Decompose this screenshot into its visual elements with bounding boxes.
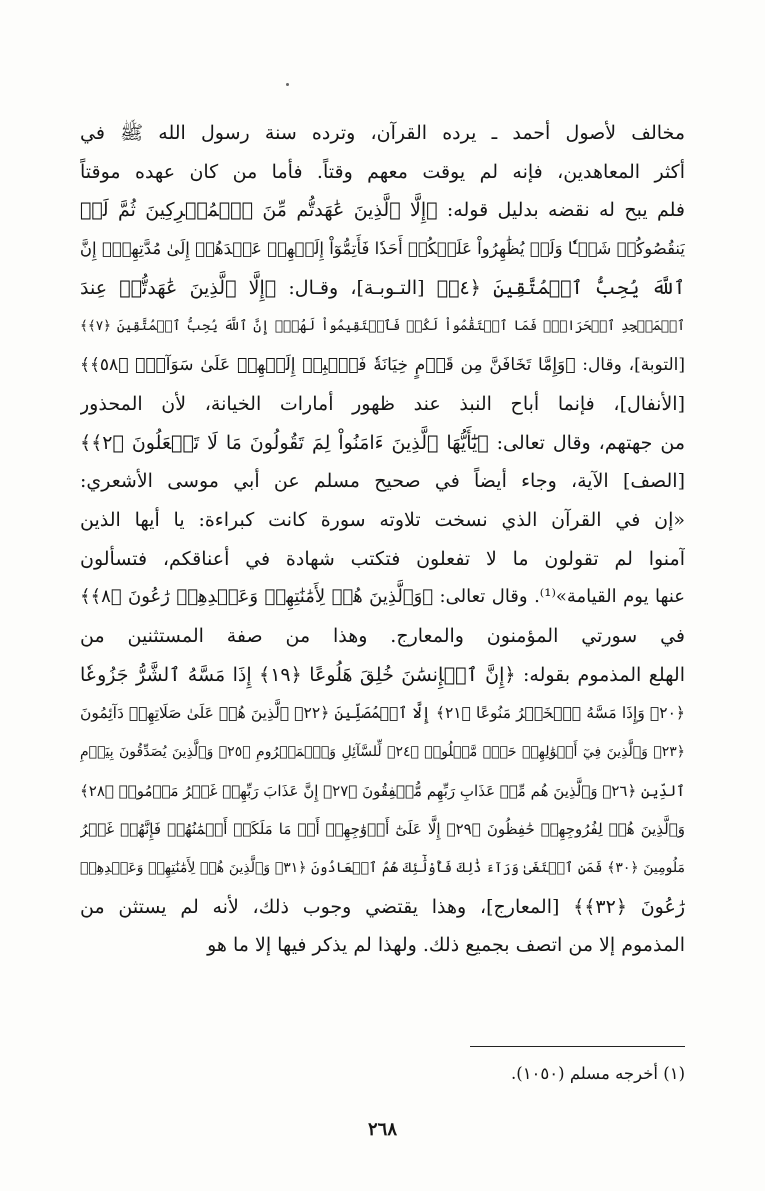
text-line: «إن في القرآن الذي نسخت تلاوته سورة كانت كبراءة: يا أيها الذين <box>80 508 685 531</box>
footnote: (١) أخرجه مسلم (١٠٥٠). <box>511 1064 685 1083</box>
text-line: رَٰعُونَ ﴿٣٢﴾﴾ [المعارج]، وهذا يقتضي وجوب ذلك، لأنه لم يستثن من <box>80 895 685 918</box>
text-line: الهلع المذموم بقوله: ﴿إِنَّ ٱلۡإِنسَٰنَ خُلِقَ هَلُوعًا ﴿١٩﴾ إِذَا مَسَّهُ ٱلشَّرُّ جَزُوعٗا <box>80 663 685 686</box>
text-line: مَلُومِينَ ﴿٣٠﴾ فَمَنِ ٱبۡتَغَىٰ وَرَآءَ ذَٰلِكَ فَأُوْلَٰٓئِكَ هُمُ ٱلۡعَادُونَ ﴿٣١﴾ وَٱلَّذِينَ هُمۡ لِأَمَٰنَٰتِهِمۡ وَعَهۡدِهِمۡ <box>80 860 685 877</box>
text-line: وَٱلَّذِينَ هُمۡ لِفُرُوجِهِمۡ حَٰفِظُونَ ﴿٢٩﴾ إِلَّا عَلَىٰٓ أَزۡوَٰجِهِمۡ أَوۡ مَا مَلَكَتۡ أَيۡمَٰنُهُمۡ فَإِنَّهُمۡ غَيۡرُ <box>80 820 685 839</box>
text-line: في سورتي المؤمنون والمعارج. وهذا من صفة المستثنين من <box>80 624 685 647</box>
text-line: من جهتهم، وقال تعالى: ﴿يَٰٓأَيُّهَا ٱلَّذِينَ ءَامَنُواْ لِمَ تَقُولُونَ مَا لَا تَفۡعَلُونَ ﴿٢﴾﴾ <box>80 431 685 454</box>
text-line: آمنوا لم تقولون ما لا تفعلون فتكتب شهادة في أعناقكم، فتسألون <box>80 547 685 570</box>
footnote-separator <box>470 1046 685 1047</box>
text-line: مخالف لأصول أحمد ـ يرده القرآن، وترده سنة رسول الله ﷺ في <box>80 122 685 144</box>
text-line: عنها يوم القيامة»⁽¹⁾. وقال تعالى: ﴿وَٱلَّذِينَ هُمۡ لِأَمَٰنَٰتِهِمۡ وَعَهۡدِهِمۡ رَٰعُونَ ﴿٨﴾﴾ <box>80 586 685 608</box>
text-line: المذموم إلا من اتصف بجميع ذلك. ولهذا لم يذكر فيها إلا ما هو <box>207 934 685 957</box>
text-line: ٱلدِّينِ ﴿٢٦﴾ وَٱلَّذِينَ هُم مِّنۡ عَذَابِ رَبِّهِم مُّشۡفِقُونَ ﴿٢٧﴾ إِنَّ عَذَابَ رَبِّهِمۡ غَيۡرُ مَأۡمُونٖ ﴿٢٨﴾ <box>80 781 685 800</box>
text-line: [التوبة]، وقال: ﴿وَإِمَّا تَخَافَنَّ مِن قَوۡمٍ خِيَانَةٗ فَٱنۢبِذۡ إِلَيۡهِمۡ عَلَىٰ سَوَآءٍۚ ﴿٥٨﴾﴾ <box>80 355 685 376</box>
text-line: ﴿٢٠﴾ وَإِذَا مَسَّهُ ٱلۡخَيۡرُ مَنُوعًا ﴿٢١﴾ إِلَّا ٱلۡمُصَلِّينَ ﴿٢٢﴾ ٱلَّذِينَ هُمۡ عَلَىٰ صَلَاتِهِمۡ دَآئِمُونَ <box>80 704 685 723</box>
text-line: يَنقُصُوكُمۡ شَيۡـٔٗا وَلَمۡ يُظَٰهِرُواْ عَلَيۡكُمۡ أَحَدٗا فَأَتِمُّوٓاْ إِلَيۡهِمۡ عَهۡدَهُمۡ إِلَىٰ مُدَّتِهِمۡۚ إِنَّ <box>80 239 685 259</box>
text-line: فلم يبح له نقضه بدليل قوله: ﴿إِلَّا ٱلَّذِينَ عَٰهَدتُّم مِّنَ ٱلۡمُشۡرِكِينَ ثُمَّ لَمۡ <box>80 199 685 222</box>
text-line: ﴿٢٣﴾ وَٱلَّذِينَ فِيٓ أَمۡوَٰلِهِمۡ حَقّٞ مَّعۡلُومٞ ﴿٢٤﴾ لِّلسَّآئِلِ وَٱلۡمَحۡرُومِ ﴿٢٥﴾ وَٱلَّذِينَ يُصَدِّقُونَ بِيَوۡمِ <box>80 744 685 760</box>
text-line: ٱلۡمَسۡجِدِ ٱلۡحَرَامِۖ فَمَا ٱسۡتَقَٰمُواْ لَكُمۡ فَٱسۡتَقِيمُواْ لَهُمۡۚ إِنَّ ٱللَّهَ يُحِبُّ ٱلۡمُتَّقِينَ ﴿٧﴾﴾ <box>80 318 685 335</box>
text-line: أكثر المعاهدين، فإنه لم يوقت معهم وقتاً. فأما من كان عهده موقتاً <box>80 160 685 183</box>
header-dot <box>286 83 289 86</box>
text-line: [الأنفال]، فإنما أباح النبذ عند ظهور أمارات الخيانة، لأن المحذور <box>80 392 685 415</box>
text-line: ٱللَّهَ يُحِبُّ ٱلۡمُتَّقِينَ ﴿٤﴾﴾ [التـوبـة]، وقـال: ﴿إِلَّا ٱلَّذِينَ عَٰهَدتُّمۡ عِندَ <box>80 276 685 299</box>
page-number: ٢٦٨ <box>367 1119 397 1140</box>
main-text <box>80 114 685 965</box>
text-line: [الصف] الآية، وجاء أيضاً في صحيح مسلم عن أبي موسى الأشعري: <box>80 470 685 493</box>
